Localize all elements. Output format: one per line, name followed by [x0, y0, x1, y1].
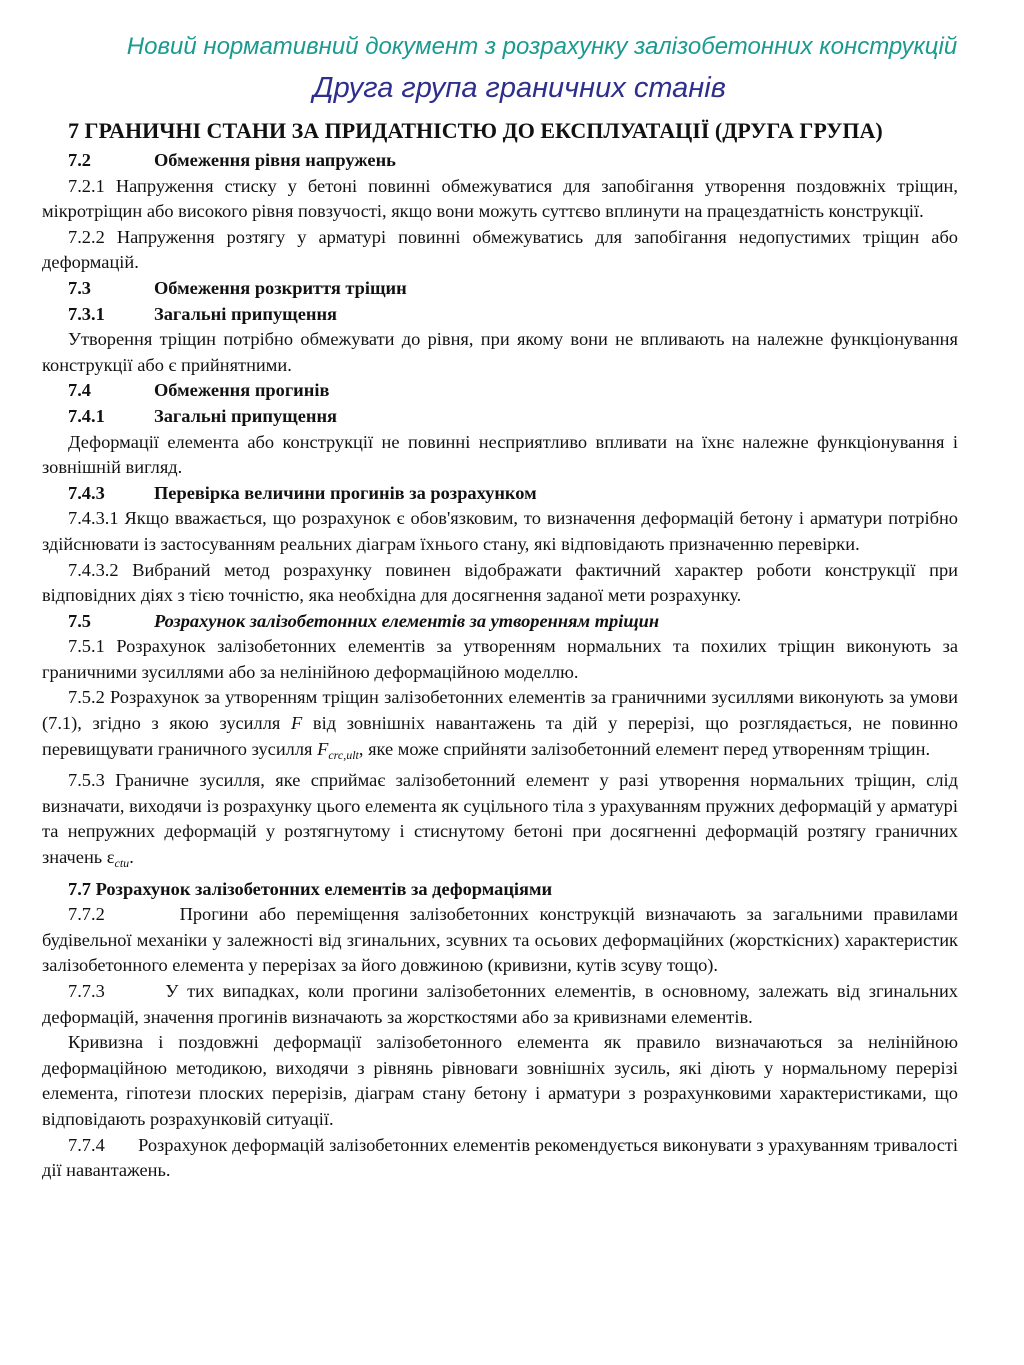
section-heading-7-4-3: [42, 481, 958, 507]
paragraph-7-7-3: 7.7.3 У тих випадках, коли прогини залізобетонних елементів, в основному, залежать від згинальних деформацій, значення прогинів визначають за жорсткостями або за кривизнами елементів.: [42, 981, 963, 1027]
section-number: 7.5: [68, 610, 91, 631]
section-heading-7-4: [42, 378, 958, 404]
section-number: 7.4.1: [68, 405, 105, 426]
section-title: Перевірка величини прогинів за розрахунком: [154, 482, 537, 503]
section-heading-7-3-1: [42, 302, 958, 328]
section-title: Обмеження розкриття тріщин: [154, 277, 407, 298]
symbol-subscript: crc,ult: [328, 747, 359, 762]
symbol-force: F: [291, 713, 303, 734]
paragraph-7-4-3-2: 7.4.3.2 Вибраний метод розрахунку повинен відображати фактичний характер роботи конструкції при відповідних діях з тією точністю, яка необхідна для досягнення заданої мети розрахунку.: [42, 559, 958, 606]
section-heading-7-3: [42, 276, 958, 302]
paragraph-7-2-1: 7.2.1 Напруження стиску у бетоні повинні обмежуватися для запобігання утворення поздовжніх тріщин, мікротріщин або високого рівня повзучості, якщо вони можуть суттєво вплинути на працездатність конструкції.: [42, 175, 958, 222]
chapter-heading: 7 ГРАНИЧНІ СТАНИ ЗА ПРИДАТНІСТЮ ДО ЕКСПЛУАТАЦІЇ (ДРУГА ГРУПА): [68, 118, 883, 143]
section-number: 7.4.3: [68, 482, 105, 503]
section-title: Розрахунок залізобетонних елементів за утворенням тріщин: [154, 610, 660, 631]
paragraph-7-3-1: Утворення тріщин потрібно обмежувати до рівня, при якому вони не впливають на належне функціонування конструкції або є прийнятними.: [42, 329, 958, 375]
section-title: Загальні припущення: [154, 405, 337, 426]
section-heading-7-4-1: [42, 404, 958, 430]
document-header-title: Новий нормативний документ з розрахунку залізобетонних конструкцій: [126, 33, 958, 60]
text-run: від зовнішніх навантажень та дій у перерізі, що розглядається, не повинно перевищувати граничного зусилля: [42, 713, 958, 759]
symbol-force-limit: F: [317, 738, 329, 759]
section-title: Обмеження рівня напружень: [154, 150, 396, 170]
section-number: 7.3.1: [68, 303, 105, 324]
section-title: Загальні припущення: [154, 303, 337, 324]
paragraph-7-5-3: [42, 768, 958, 876]
section-heading-7-7: 7.7 Розрахунок залізобетонних елементів за деформаціями: [68, 878, 553, 899]
text-run: .: [129, 847, 134, 868]
document-header-subtitle: Друга група граничних станів: [313, 72, 726, 104]
section-number: 7.4: [68, 380, 91, 401]
section-number: 7.3: [68, 277, 91, 298]
document-body: [42, 118, 963, 1184]
section-heading-7-5: [42, 609, 958, 635]
paragraph-7-5-2: [42, 685, 958, 768]
paragraph-7-4-1: Деформації елемента або конструкції не повинні несприятливо впливати на їхнє належне функціонування і зовнішній вигляд.: [42, 431, 958, 478]
text-run: , яке може сприйняти залізобетонний елемент перед утворенням тріщин.: [358, 738, 931, 759]
paragraph-7-2-2: 7.2.2 Напруження розтягу у арматурі повинні обмежуватись для запобігання недопустимих тріщин або деформацій.: [42, 226, 958, 273]
paragraph-7-4-3-1: 7.4.3.1 Якщо вважається, що розрахунок є обов'язковим, то визначення деформацій бетону і арматури потрібно здійснювати із застосуванням реальних діаграм їхнього стану, які відповідають призначенню перевірки.: [42, 508, 958, 554]
text-run: 7.5.2 Розрахунок за утворенням тріщин залізобетонних елементів за граничними зусиллями виконують за умови (7.1), згідно з якою зусилля: [42, 687, 958, 734]
section-heading-7-2: [42, 148, 958, 174]
section-title: Обмеження прогинів: [154, 380, 330, 401]
paragraph-7-7-3-curvature: Кривизна і поздовжні деформації залізобетонного елемента як правило визначаються за нелінійною деформаційною методикою, виходячи з рівнянь рівноваги зовнішніх зусиль, які діють у нормальному перерізі елемента, гіпотези плоских перерізів, діаграм стану бетону і арматури з розрахунковими характеристиками, що відповідають розрахунковій ситуації.: [42, 1032, 958, 1129]
text-run: 7.5.3 Граничне зусилля, яке сприймає залізобетонний елемент у разі утворення нормальних тріщин, слід визначати, виходячи із розрахунку цього елемента як суцільного тіла з урахуванням пружних деформацій у арматурі та непружних деформацій у розтягнутому і стиснутому бетоні при досягненні деформацій розтягу граничних значень: [42, 770, 958, 868]
symbol-subscript: ctu: [114, 856, 130, 871]
section-number: 7.2: [68, 150, 91, 170]
symbol-epsilon: ε: [106, 847, 115, 868]
paragraph-7-7-4: 7.7.4 Розрахунок деформацій залізобетонних елементів рекомендується виконувати з урахуванням тривалості дії навантажень.: [42, 1134, 963, 1181]
paragraph-7-7-2: 7.7.2 Прогини або переміщення залізобетонних конструкцій визначають за загальними правилами будівельної механіки у залежності від згинальних, зсувних та осьових деформаційних (жорсткісних) характеристик залізобетонного елемента у перерізах за його довжиною (кривизни, кутів зсуву тощо).: [42, 904, 963, 976]
paragraph-7-5-1: 7.5.1 Розрахунок залізобетонних елементів за утворенням нормальних та похилих тріщин виконують за граничними зусиллями або за нелінійною деформаційною моделлю.: [42, 636, 958, 682]
